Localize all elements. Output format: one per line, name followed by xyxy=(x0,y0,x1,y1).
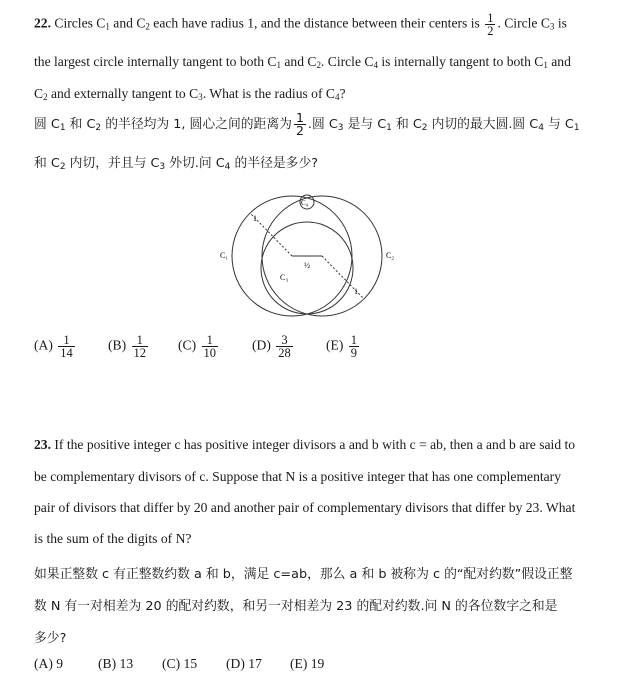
q23-en-line-1: 23. If the positive integer c has positive integer divisors a and b with c = ab, then a and b are said to xyxy=(34,437,576,452)
q22-zh-line-2: 和 $C_2$ 内切，并且与 $C_3$ 外切.问 $C_4$ 的半径是多少? xyxy=(34,156,319,172)
q22-number: 22. xyxy=(34,15,51,31)
label-r2: 1 xyxy=(354,287,358,296)
q23-zh-line-2: 数 N 有一对相差为 20 的配对约数，和另一对相差为 23 的配对约数.问 N 的各位数字之和是 xyxy=(34,599,558,614)
q23-en-line-2: be complementary divisors of c. Suppose that N is a positive integer that has one complementary xyxy=(34,469,562,484)
q23-option-d[interactable]: (D) 17 xyxy=(226,656,262,671)
q22-option-a[interactable]: (A) $\frac{1}{14}$ xyxy=(34,333,73,360)
q22-option-e[interactable]: (E) $\frac{1}{9}$ xyxy=(326,333,358,360)
q23-option-a[interactable]: (A) 9 xyxy=(34,656,64,671)
circles-figure xyxy=(220,188,400,328)
label-c3: C₃ xyxy=(280,273,289,282)
q22-option-b[interactable]: (B) $\frac{1}{12}$ xyxy=(108,333,147,360)
q22-zh-line-1: 圆 $C_1$ 和 $C_2$ 的半径均为 1, 圆心之间的距离为 $\frac{1}{2}$ .圆 $C_3$ 是与 $C_1$ 和 $C_2$ 内切的最大圆.圆 $C_4$ 与 $C_1$ xyxy=(34,110,580,138)
q23-en-line-3: pair of divisors that differ by 20 and another pair of complementary divisors that differ by 23. What xyxy=(34,500,576,515)
q23-en-line-4: is the sum of the digits of N? xyxy=(34,531,192,546)
q23-option-c[interactable]: (C) 15 xyxy=(162,656,198,671)
q22-option-d[interactable]: (D) $\frac{3}{28}$ xyxy=(252,333,291,360)
q23-option-b[interactable]: (B) 13 xyxy=(98,656,134,671)
q23-number: 23. xyxy=(34,437,51,452)
q23-zh-line-1: 如果正整数 c 有正整数约数 a 和 b，满足 c=ab，那么 a 和 b 被称为 c 的“配对约数”假设正整 xyxy=(34,567,573,582)
q22-en-line-1: 22. Circles $C_1$ and $C_2$ each have radius 1, and the distance between their centers is $\frac{1}{2}$ . Circle $C_3$ is xyxy=(34,11,567,38)
q22-en-line-3: $C_2$ and externally tangent to $C_3$. What is the radius of $C_4$? xyxy=(34,86,346,102)
label-c1: C₁ xyxy=(220,251,229,260)
label-c2: C₂ xyxy=(386,251,395,260)
q23-zh-line-3: 多少? xyxy=(34,631,67,646)
q22-option-c[interactable]: (C) $\frac{1}{10}$ xyxy=(178,333,217,360)
q23-option-e[interactable]: (E) 19 xyxy=(290,656,325,671)
label-half: ½ xyxy=(304,261,310,270)
q22-en-line-2: the largest circle internally tangent to both $C_1$ and $C_2$. Circle $C_4$ is internally tangent to both $C_1$ and xyxy=(34,54,571,70)
fraction-half-zh: $\frac{1}{2}$ xyxy=(295,110,304,138)
fraction-half: $\frac{1}{2}$ xyxy=(487,11,494,38)
label-r1: 1 xyxy=(253,214,257,223)
label-c4: C₄ xyxy=(301,199,309,207)
